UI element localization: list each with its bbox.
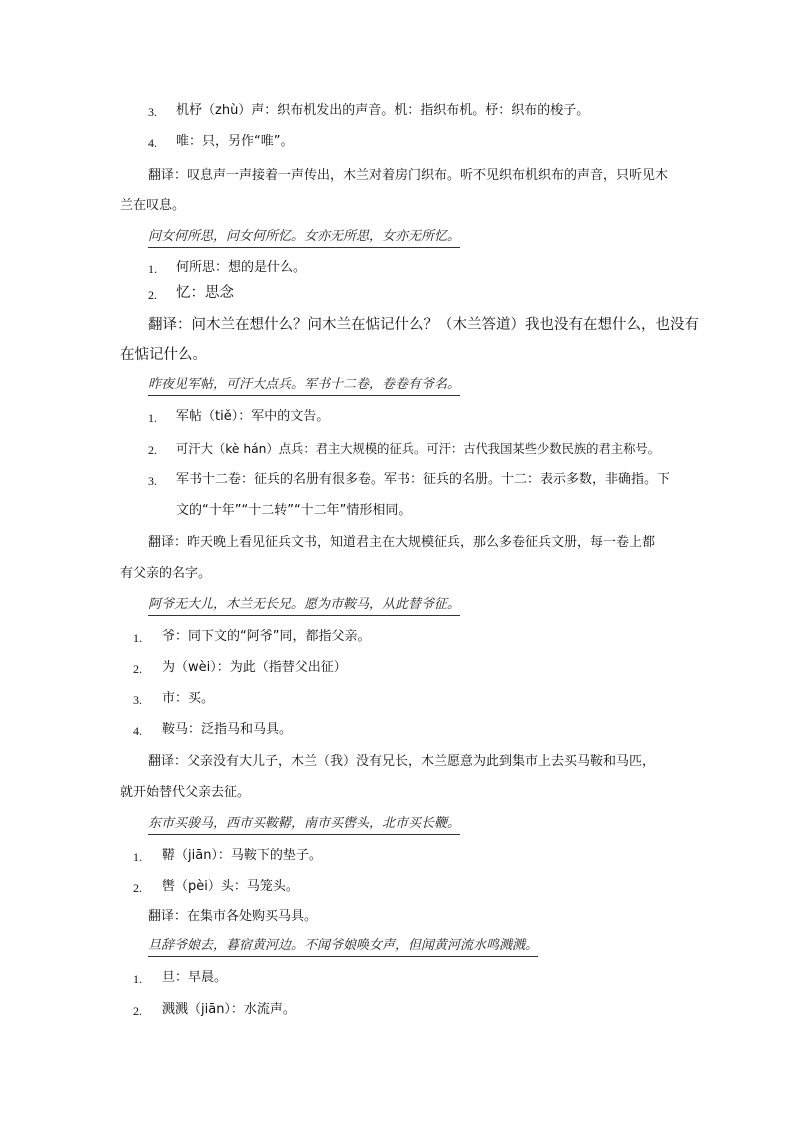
note-number: 3. [148, 474, 157, 488]
note-number: 1. [148, 411, 157, 425]
translation-line: 翻译：问木兰在想什么？问木兰在惦记什么？（木兰答道）我也没有在想什么，也没有 [148, 317, 699, 333]
note-text: 辔（pèi）头：马笼头。 [162, 879, 299, 894]
note-text: 何所思：想的是什么。 [176, 260, 307, 275]
translation-line: 翻译：叹息声一声接着一声传出，木兰对着房门织布。听不见织布机织布的声音，只听见木 [148, 168, 669, 183]
note-text: 忆：思念 [176, 285, 234, 301]
translation-line: 兰在叹息。 [120, 198, 186, 213]
note-number: 1. [148, 262, 157, 276]
note-number: 2. [133, 662, 142, 676]
note-number: 1. [133, 631, 142, 645]
note-text: 为（wèi）：为此（指替父出征） [162, 660, 347, 675]
note-number: 3. [133, 693, 142, 707]
verse-line: 东市买骏马，西市买鞍鞯，南市买辔头，北市买长鞭。 [148, 816, 460, 835]
note-number: 1. [133, 972, 142, 986]
note-number: 2. [133, 881, 142, 895]
note-text: 旦：早晨。 [162, 970, 228, 985]
note-number: 2. [148, 443, 157, 457]
translation-line: 翻译：在集市各处购买马具。 [148, 909, 318, 924]
translation-line: 就开始替代父亲去征。 [120, 785, 251, 800]
verse-line: 旦辞爷娘去，暮宿黄河边。不闻爷娘唤女声，但闻黄河流水鸣溅溅。 [148, 938, 538, 957]
verse-line: 阿爷无大儿，木兰无长兄。愿为市鞍马，从此替爷征。 [148, 597, 460, 616]
translation-line: 有父亲的名字。 [120, 566, 212, 581]
note-text: 唯：只，另作“唯”。 [176, 134, 294, 149]
note-text: 爷：同下文的“阿爷”同，都指父亲。 [162, 629, 371, 644]
verse-line: 问女何所思，问女何所忆。女亦无所思，女亦无所忆。 [148, 229, 460, 248]
note-number: 3. [148, 105, 157, 119]
note-text: 文的“十年”“十二转”“十二年”情形相同。 [176, 503, 412, 518]
note-text: 市：买。 [162, 691, 215, 706]
note-number: 4. [148, 136, 157, 150]
verse-line: 昨夜见军帖，可汗大点兵。军书十二卷，卷卷有爷名。 [148, 377, 460, 396]
translation-line: 在惦记什么。 [120, 347, 207, 363]
translation-line: 翻译：昨天晚上看见征兵文书，知道君主在大规模征兵，那么多卷征兵文册，每一卷上都 [148, 535, 656, 550]
translation-line: 翻译：父亲没有大儿子，木兰（我）没有兄长，木兰愿意为此到集市上去买马鞍和马匹， [148, 754, 656, 769]
note-text: 机杼（zhù）声：织布机发出的声音。机：指织布机。杼：织布的梭子。 [176, 103, 590, 118]
note-text: 军书十二卷：征兵的名册有很多卷。军书：征兵的名册。十二：表示多数，非确指。下 [176, 472, 671, 487]
note-text: 军帖（tiě）：军中的文告。 [176, 409, 330, 424]
note-number: 4. [133, 724, 142, 738]
note-text: 溅溅（jiān）：水流声。 [162, 1002, 296, 1017]
note-text: 鞯（jiān）：马鞍下的垫子。 [162, 848, 322, 863]
note-number: 1. [133, 850, 142, 864]
note-number: 2. [133, 1004, 142, 1018]
note-text: 鞍马：泛指马和马具。 [162, 722, 293, 737]
note-text: 可汗大（kè hán）点兵：君主大规模的征兵。可汗：古代我国某些少数民族的君主称号。 [176, 442, 660, 456]
note-number: 2. [148, 288, 157, 302]
